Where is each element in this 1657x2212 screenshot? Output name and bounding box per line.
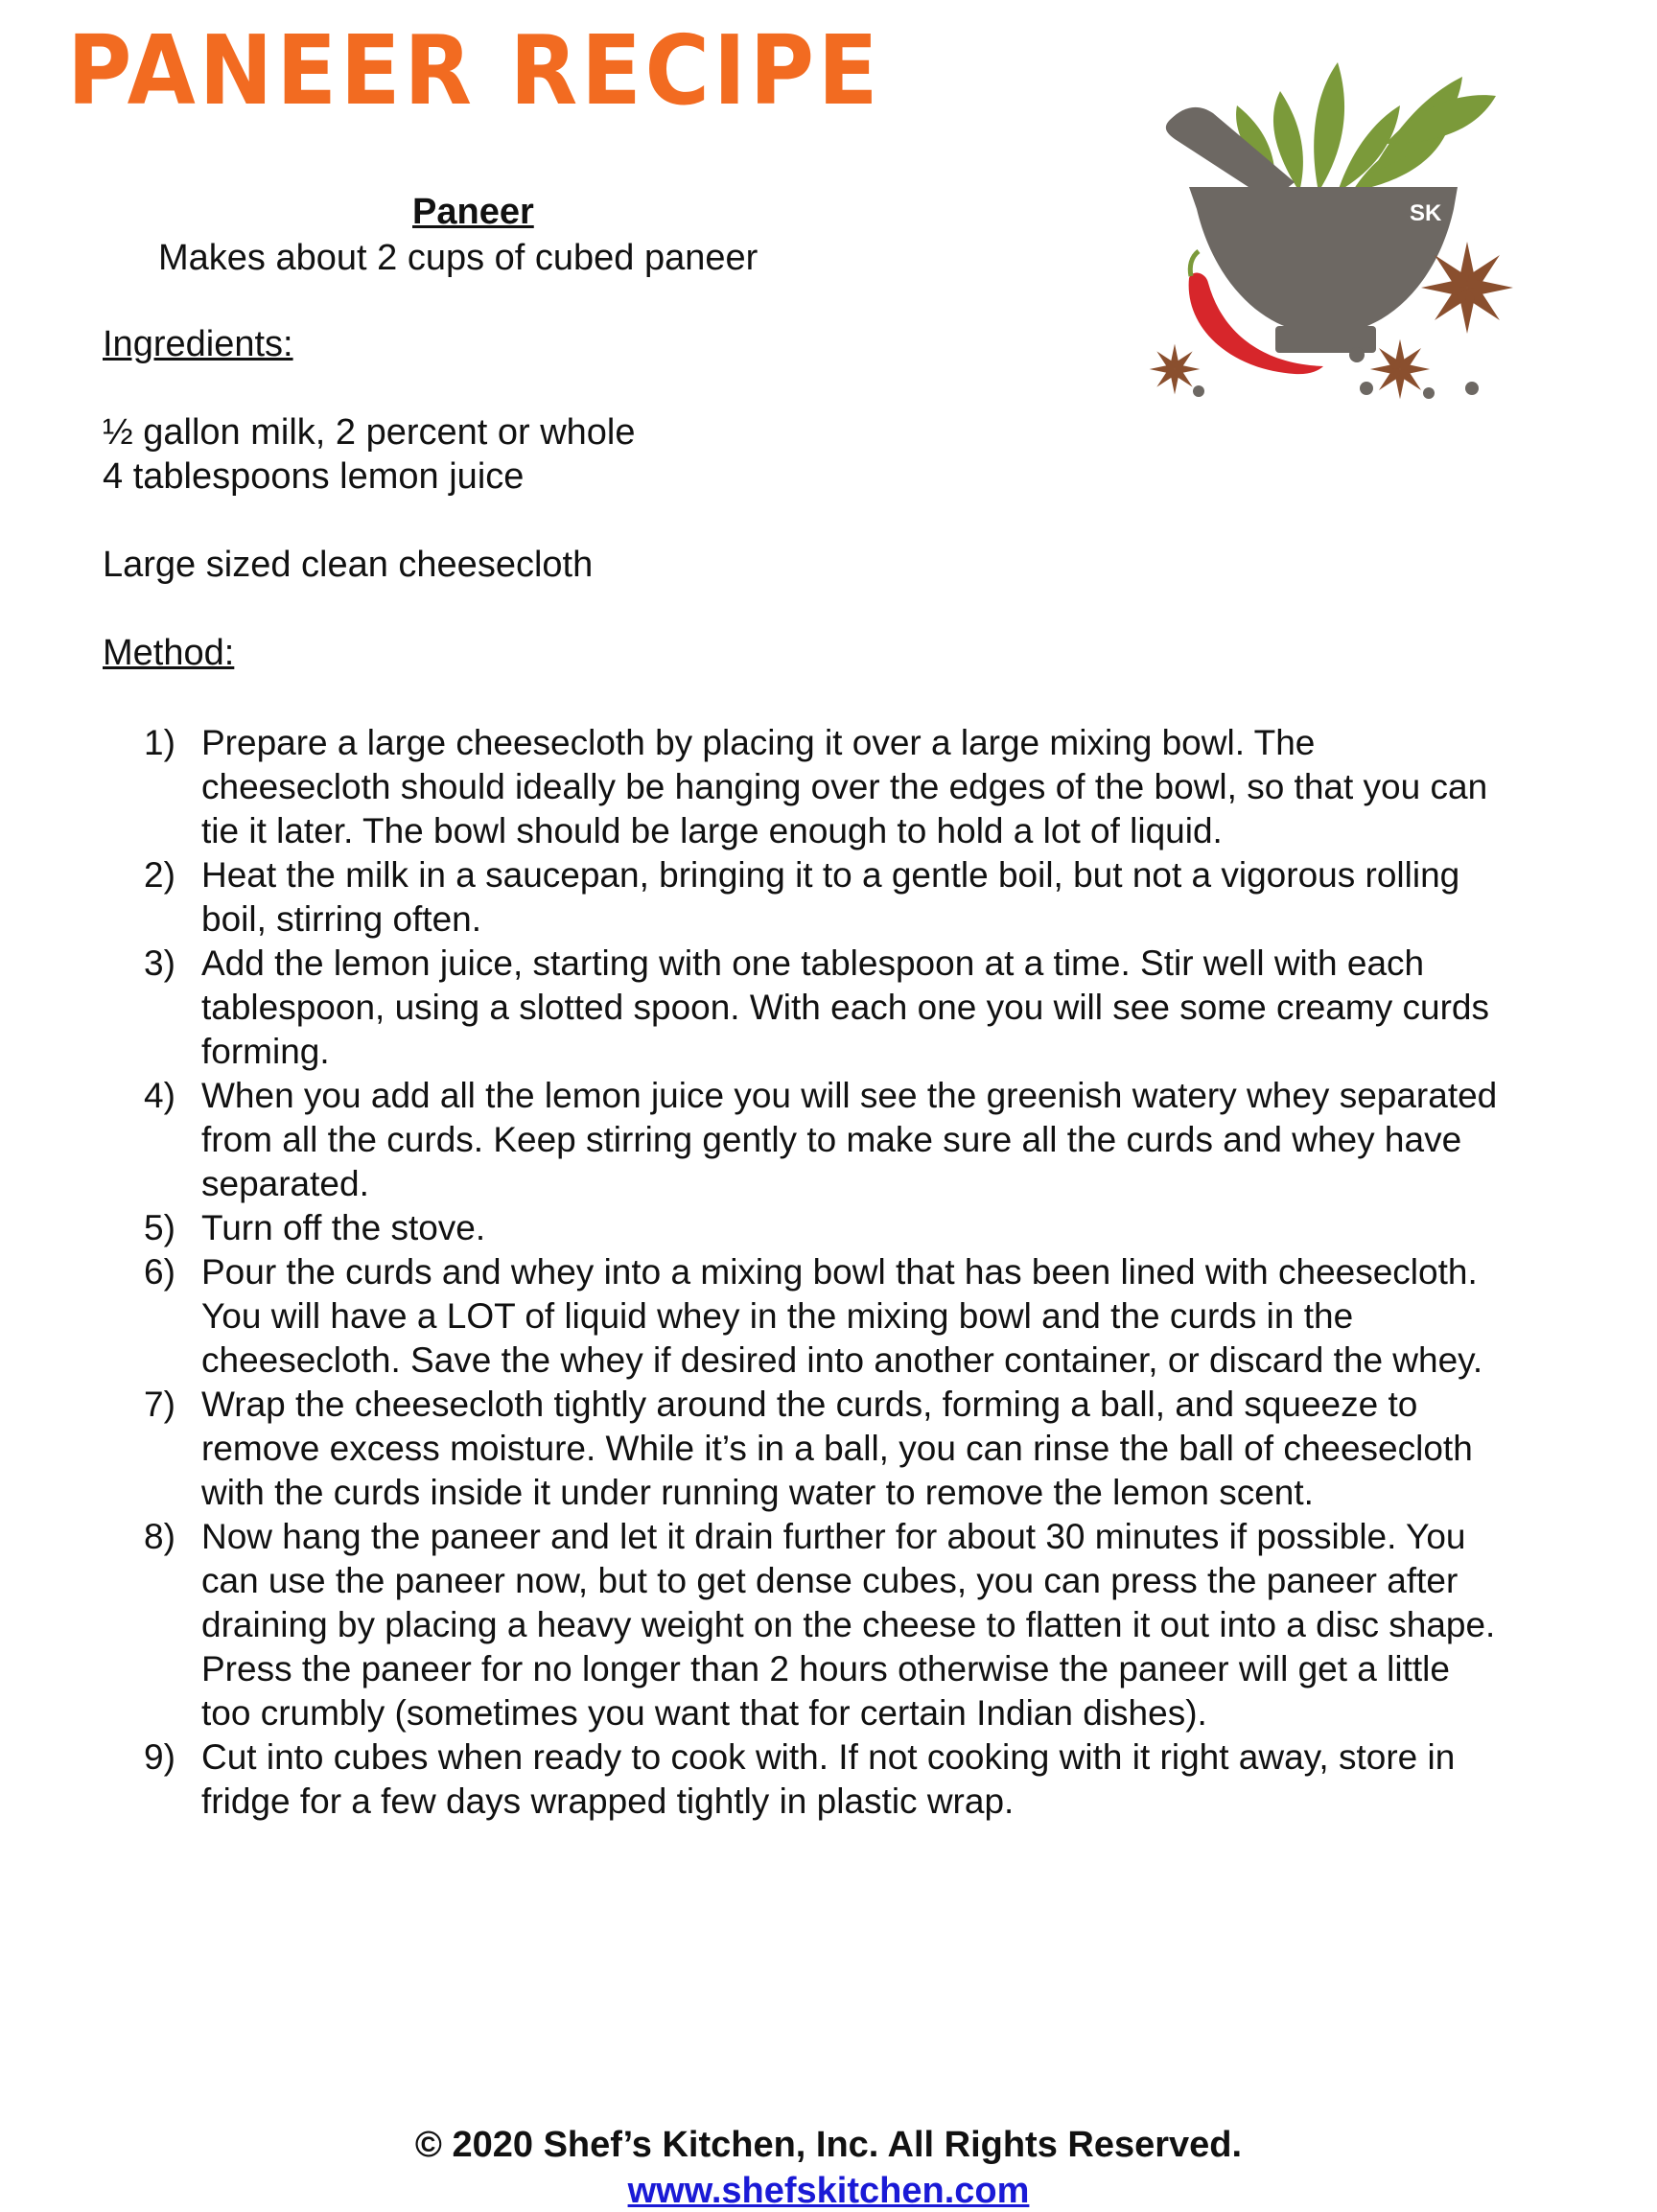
step-text: Wrap the cheesecloth tightly around the curds, forming a ball, and squeeze to remove excess moisture. While it’s in a ball, you can rinse the ball of cheesecloth with the curds inside it under running water to remove the lemon scent. xyxy=(201,1385,1473,1512)
recipe-name: Paneer xyxy=(412,192,534,232)
method-step xyxy=(144,721,1505,853)
step-number: 4) xyxy=(144,1076,175,1115)
step-number: 3) xyxy=(144,943,175,983)
step-number: 9) xyxy=(144,1737,175,1777)
step-text: Turn off the stove. xyxy=(201,1208,486,1247)
mortar-pestle-logo xyxy=(1132,38,1553,422)
footer-website-link[interactable]: www.shefskitchen.com xyxy=(627,2171,1030,2211)
equipment-line: Large sized clean cheesecloth xyxy=(103,545,594,585)
recipe-yield: Makes about 2 cups of cubed paneer xyxy=(158,238,758,278)
ingredient-item: 4 tablespoons lemon juice xyxy=(103,456,525,497)
ingredient-item: ½ gallon milk, 2 percent or whole xyxy=(103,412,636,453)
step-number: 7) xyxy=(144,1385,175,1424)
method-step xyxy=(144,853,1505,942)
step-text: Pour the curds and whey into a mixing bowl that has been lined with cheesecloth. You will have a LOT of liquid whey in the mixing bowl and the curds in the cheesecloth. Save the whey if desired into another container, or discard the whey. xyxy=(201,1252,1483,1380)
footer-copyright: © 2020 Shef’s Kitchen, Inc. All Rights Reserved. xyxy=(414,2125,1243,2165)
method-step xyxy=(144,1250,1505,1383)
ingredients-heading: Ingredients: xyxy=(103,324,293,364)
logo-initials: SK xyxy=(1410,200,1442,226)
page-title: PANEER RECIPE xyxy=(67,14,882,127)
step-text: Add the lemon juice, starting with one tablespoon at a time. Stir well with each tablespoon, using a slotted spoon. With each one you will see some creamy curds forming. xyxy=(201,943,1490,1071)
method-step xyxy=(144,1735,1505,1824)
method-step xyxy=(144,942,1505,1074)
step-number: 6) xyxy=(144,1252,175,1292)
method-step xyxy=(144,1515,1505,1735)
step-text: Prepare a large cheesecloth by placing it over a large mixing bowl. The cheesecloth should ideally be hanging over the edges of the bowl, so that you can tie it later. The bowl should be large enough to hold a lot of liquid. xyxy=(201,723,1488,850)
step-text: Cut into cubes when ready to cook with. If not cooking with it right away, store in fridge for a few days wrapped tightly in plastic wrap. xyxy=(201,1737,1456,1821)
method-steps xyxy=(144,721,1505,1824)
method-step xyxy=(144,1206,1505,1250)
step-number: 5) xyxy=(144,1208,175,1247)
method-heading: Method: xyxy=(103,633,235,673)
method-step xyxy=(144,1383,1505,1515)
step-number: 2) xyxy=(144,855,175,895)
step-number: 8) xyxy=(144,1517,175,1556)
step-number: 1) xyxy=(144,723,175,762)
step-text: Now hang the paneer and let it drain further for about 30 minutes if possible. You can use the paneer now, but to get dense cubes, you can press the paneer after draining by placing a heavy weight on the cheese to flatten it out into a disc shape. Press the paneer for no longer than 2 hours otherwise the paneer will get a little too crumbly (sometimes you want that for certain Indian dishes). xyxy=(201,1517,1496,1733)
mortar-pestle-icon xyxy=(1132,38,1553,422)
step-text: Heat the milk in a saucepan, bringing it to a gentle boil, but not a vigorous rolling boil, stirring often. xyxy=(201,855,1460,939)
method-step xyxy=(144,1074,1505,1206)
step-text: When you add all the lemon juice you will see the greenish watery whey separated from all the curds. Keep stirring gently to make sure all the curds and whey have separated. xyxy=(201,1076,1498,1203)
